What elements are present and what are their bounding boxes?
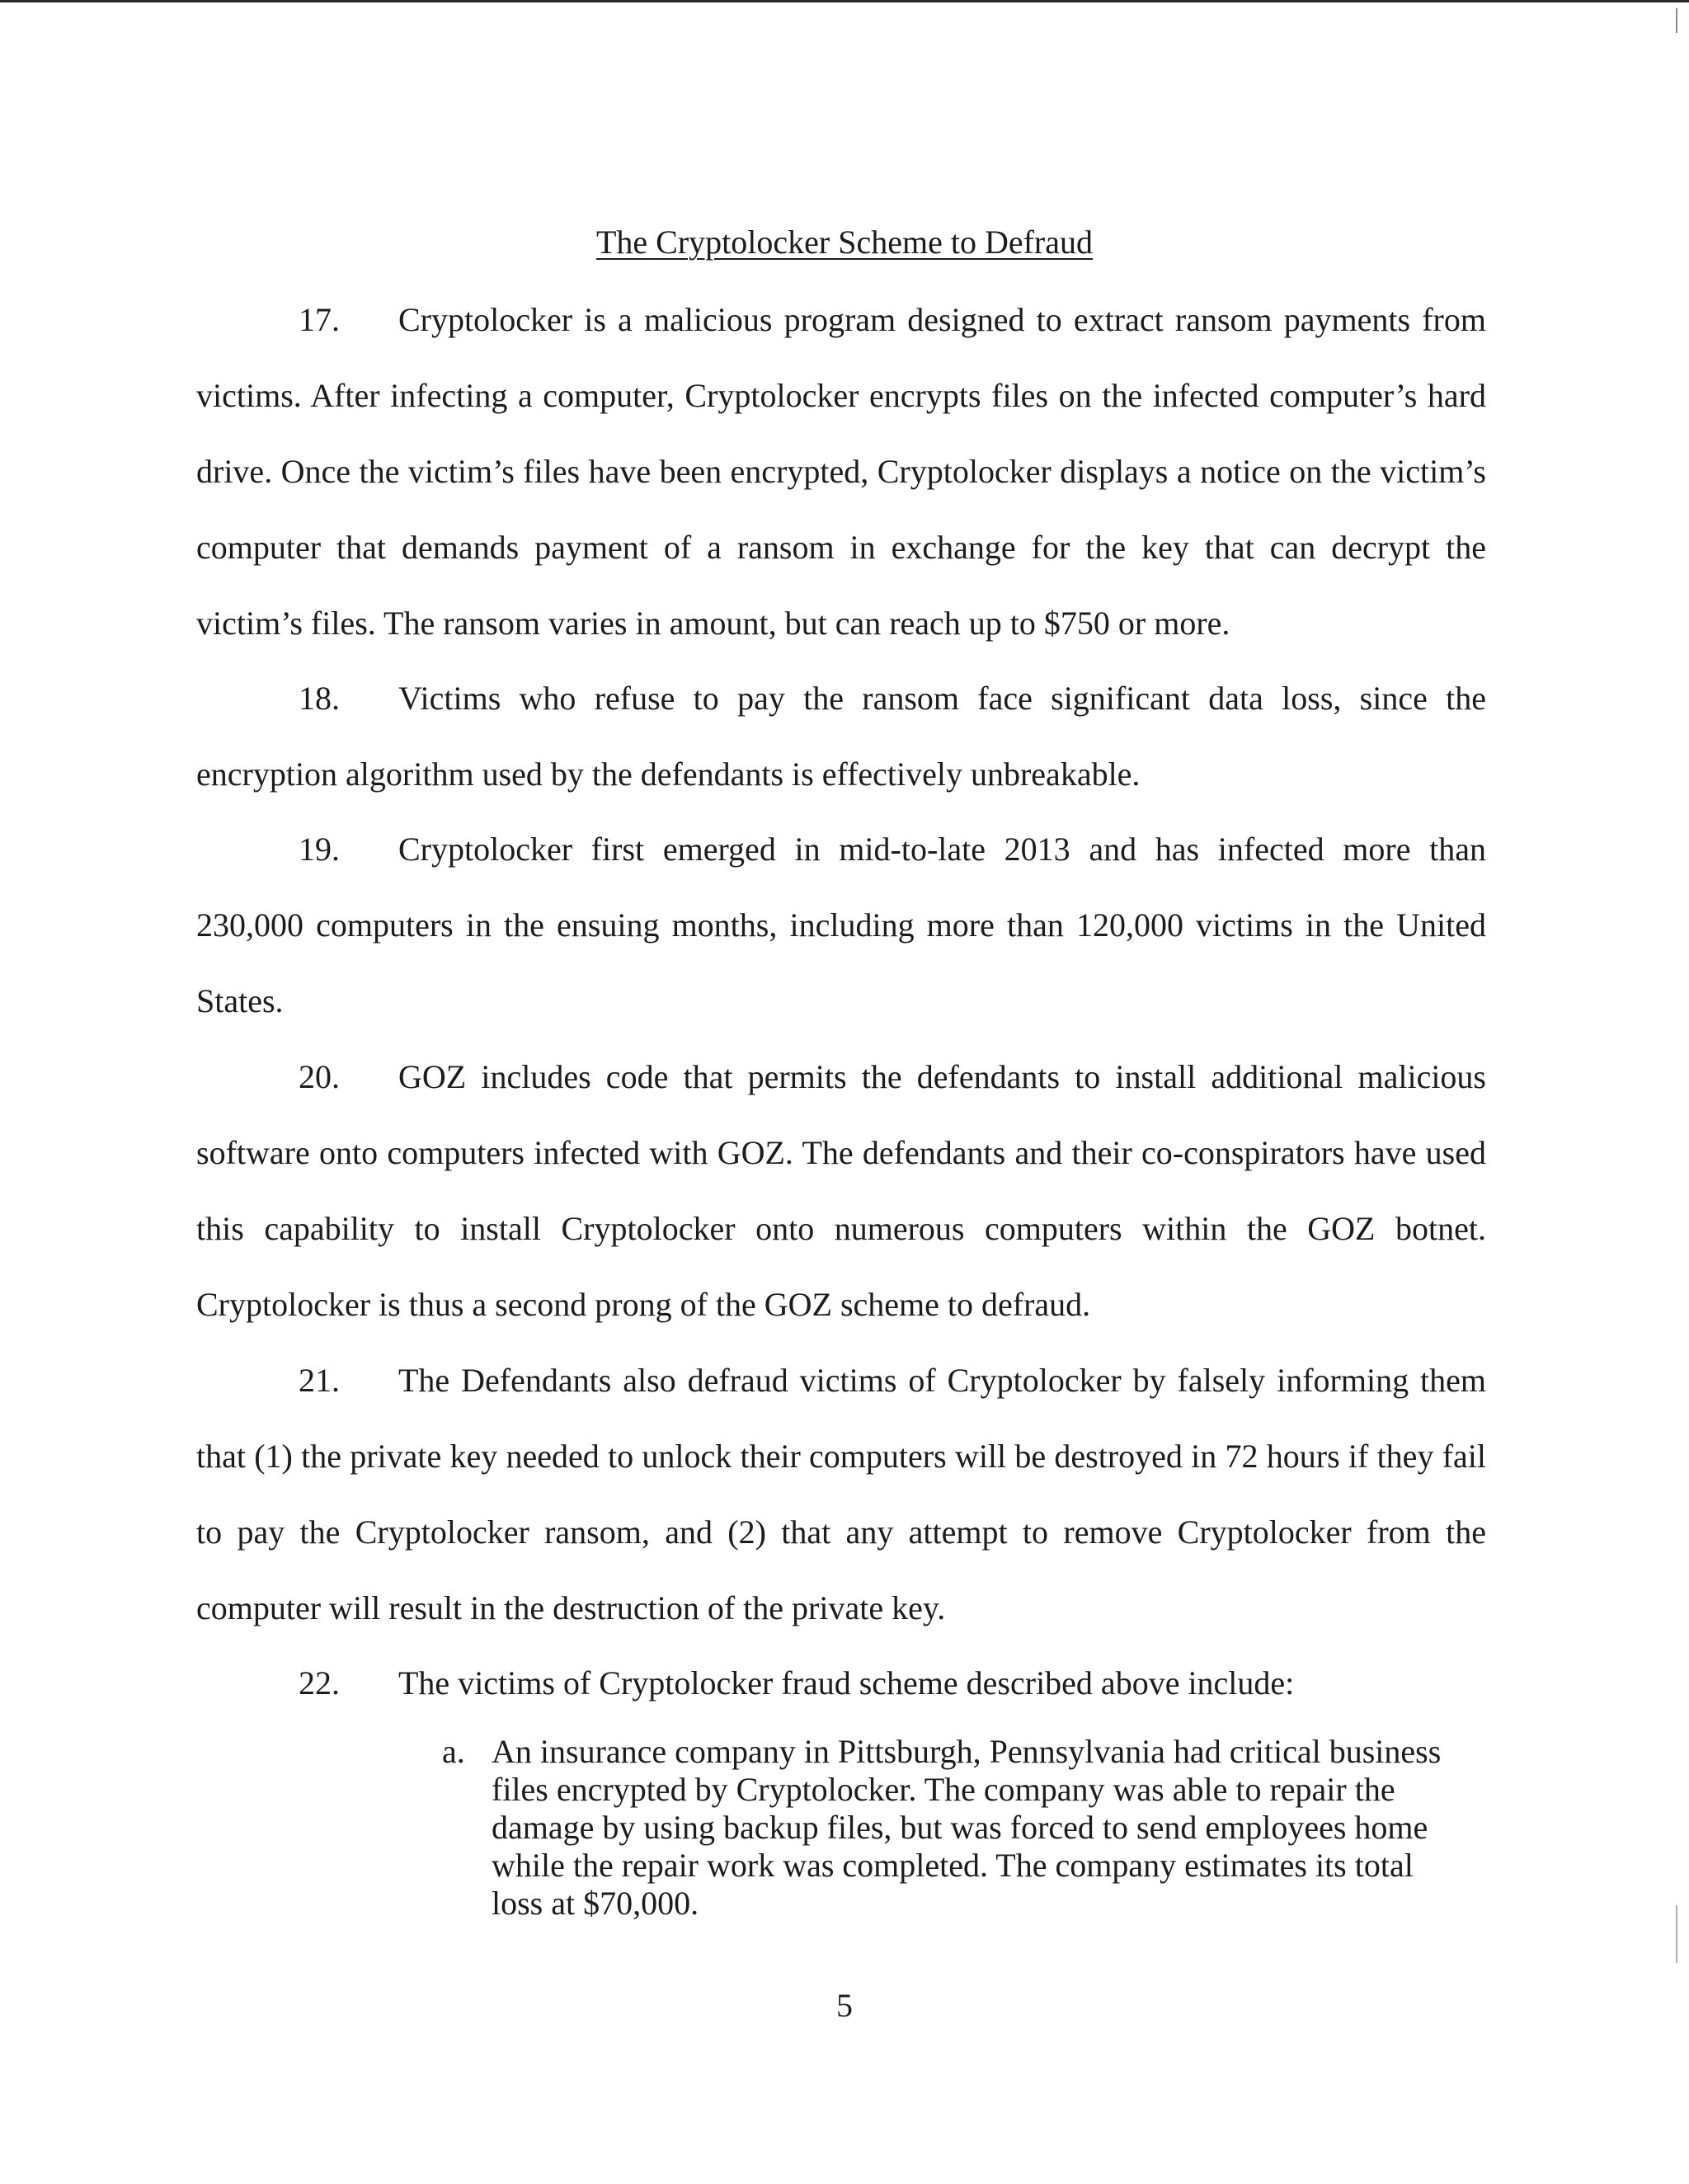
paragraph-text: Cryptolocker first emerged in mid-to-late 2013 and has infected more than 230,000 computers in the ensuing months, including more than 120,000 victims in the United States. xyxy=(196,831,1486,1019)
paragraph-20 xyxy=(196,1039,1486,1343)
paragraph-22 xyxy=(196,1645,1486,1721)
paragraph-text: Victims who refuse to pay the ransom face significant data loss, since the encryption algorithm used by the defendants is effectively unbreakable. xyxy=(196,680,1486,793)
paragraph-number: 18. xyxy=(299,680,340,717)
scan-edge-mark xyxy=(1676,1905,1677,1963)
section-heading xyxy=(0,219,1689,266)
scan-edge-mark xyxy=(1676,8,1677,33)
paragraph-text: Cryptolocker is a malicious program designed to extract ransom payments from victims. After infecting a computer, Cryptolocker encrypts files on the infected computer’s hard drive. Once the victim’s files have been encrypted, Cryptolocker displays a notice on the victim’s computer that demands payment of a ransom in exchange for the key that can decrypt the victim’s files. The ransom varies in amount, but can reach up to $750 or more. xyxy=(196,301,1486,642)
paragraph-21 xyxy=(196,1343,1486,1646)
paragraph-number: 21. xyxy=(299,1362,340,1399)
list-item-text: An insurance company in Pittsburgh, Pennsylvania had critical business files encrypted by Cryptolocker. The company was able to repair the damage by using backup files, but was forced to send employees home while the repair work was completed. The company estimates its total loss at $70,000. xyxy=(492,1733,1442,1922)
page-number: 5 xyxy=(836,1987,853,2024)
paragraph-17 xyxy=(196,282,1486,661)
paragraph-19 xyxy=(196,812,1486,1039)
paragraph-number: 17. xyxy=(299,301,340,338)
paragraph-text: The Defendants also defraud victims of Cryptolocker by falsely informing them that (1) the private key needed to unlock their computers will be destroyed in 72 hours if they fail to pay the Cryptolocker ransom, and (2) that any attempt to remove Cryptolocker from the computer will result in the destruction of the private key. xyxy=(196,1362,1486,1626)
list-item xyxy=(442,1733,1452,1923)
paragraph-text: The victims of Cryptolocker fraud scheme described above include: xyxy=(398,1664,1295,1702)
section-heading-text: The Cryptolocker Scheme to Defraud xyxy=(595,224,1093,261)
paragraph-number: 22. xyxy=(299,1664,340,1702)
list-item-letter: a. xyxy=(442,1733,465,1770)
paragraph-text: GOZ includes code that permits the defendants to install additional malicious software onto computers infected with GOZ. The defendants and their co-conspirators have used this capability to install Cryptolocker onto numerous computers within the GOZ botnet. Cryptolocker is thus a second prong of the GOZ scheme to defraud. xyxy=(196,1058,1486,1323)
page-top-border xyxy=(0,0,1689,2)
paragraph-number: 20. xyxy=(299,1058,340,1095)
paragraph-number: 19. xyxy=(299,831,340,868)
paragraph-18 xyxy=(196,661,1486,812)
